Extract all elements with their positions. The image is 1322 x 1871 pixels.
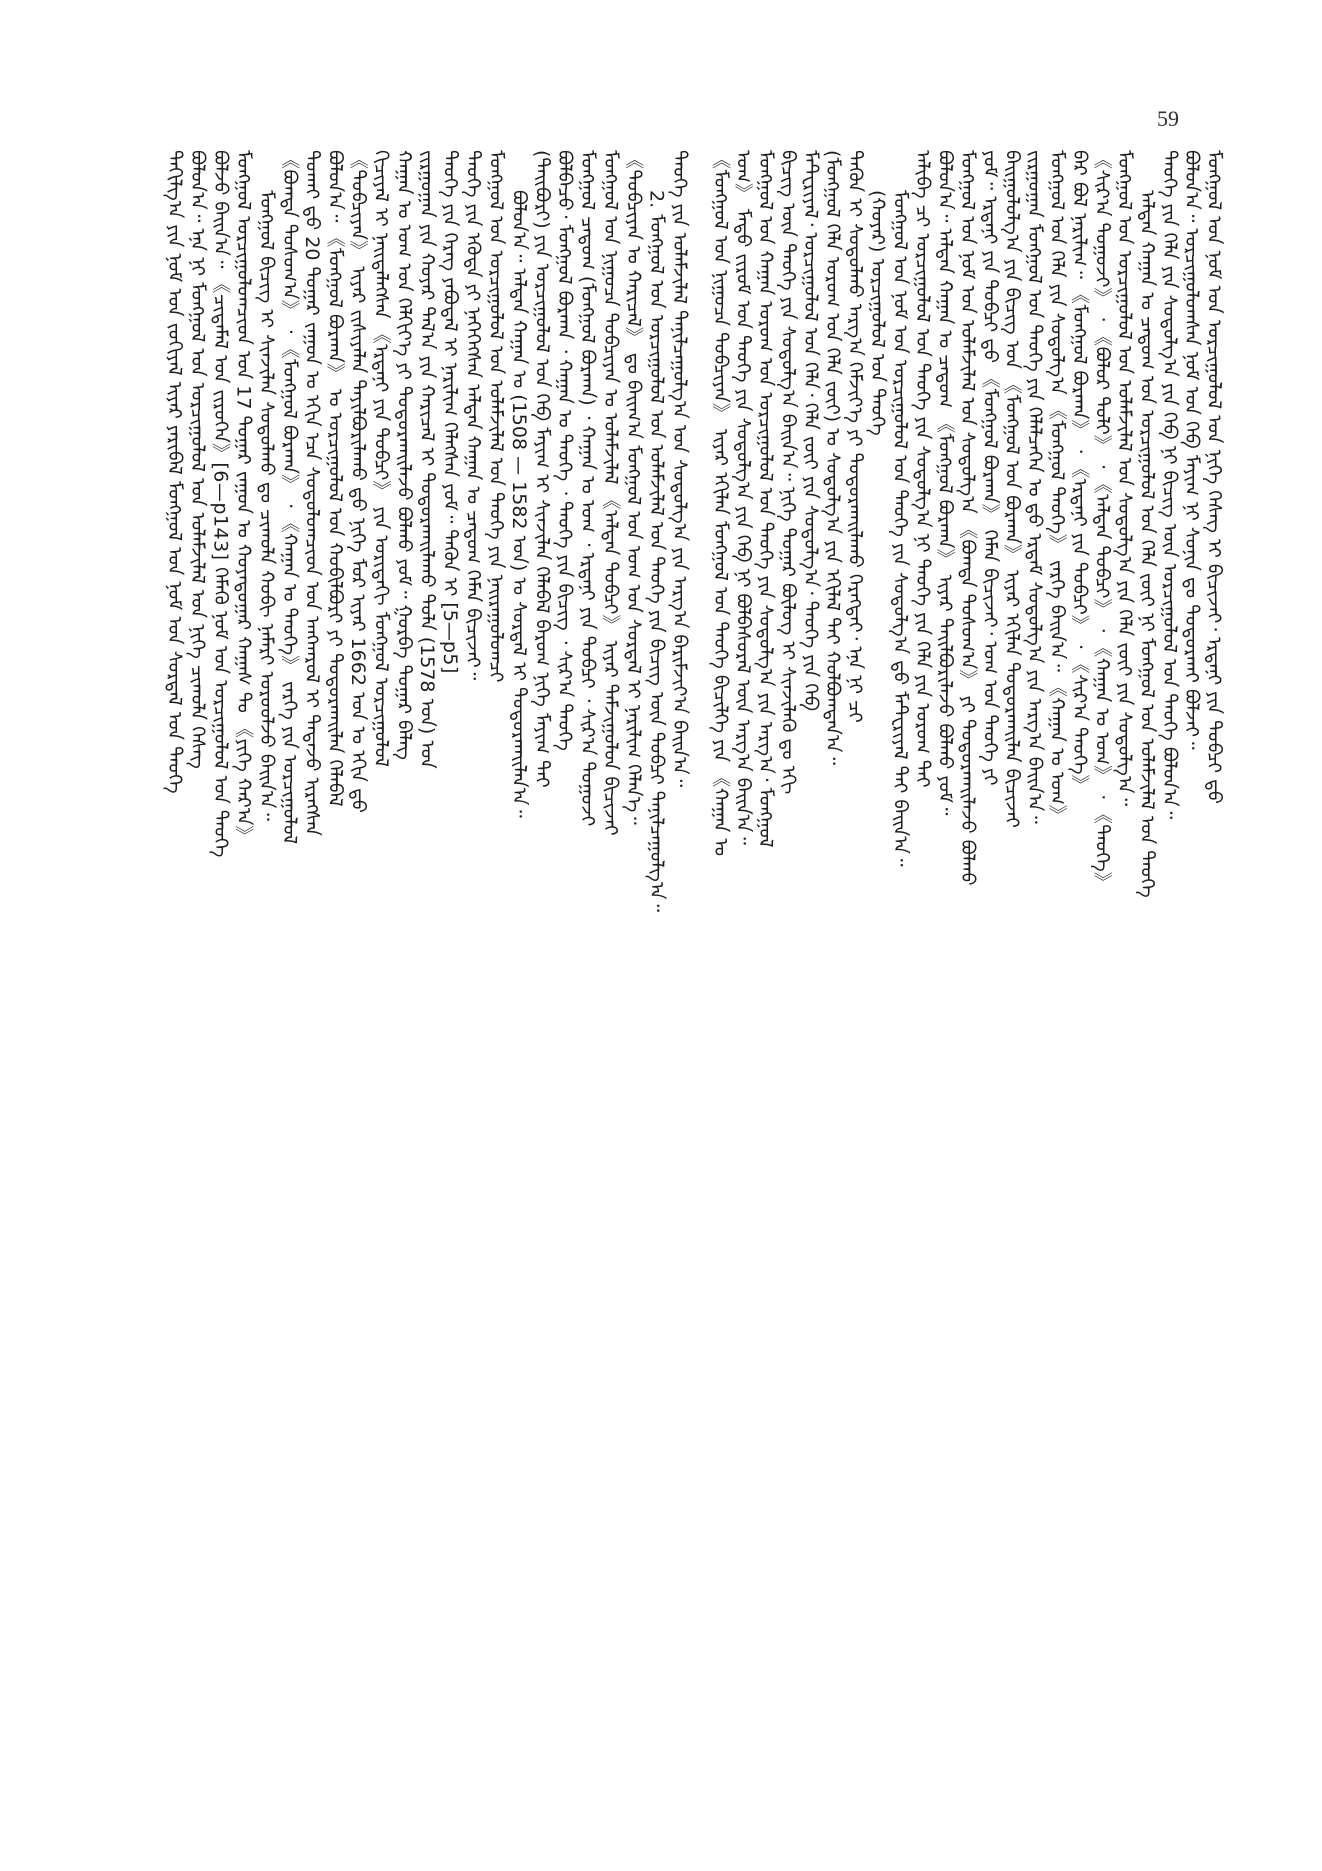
text-line — [274, 150, 301, 1790]
text-line-content: 《ᠲᠣᠪᠴᠢᠶᠠᠨ》 ᠢᠶᠠᠷ ᠵᠢᠱᠢᠶᠡᠯᠡᠨ ᠲᠠᠶᠢᠯᠪᠤᠷᠢᠯᠠᠬᠤ ᠳ᠋ᠤ ᠨᠢᠭᠡ ᠮᠤᠷ ᠢᠶᠠᠷ 1662 ᠣᠨ ᠤ ᠡᠬᠢᠨ ᠳ᠋ᠤ — [347, 150, 370, 813]
text-line-content: (ᠬᠣᠶᠠᠷ) ᠣᠷᠴᠢᠭᠤᠯᠤᠯ ᠤᠨ ᠲᠡᠦᠬᠡ — [866, 190, 889, 436]
text-line — [182, 150, 209, 1790]
text-line-content: ᠪᠠᠢᠭᠤᠯᠤᠯᠭ᠎ᠠ ᠶᠢᠨ ᠪᠢᠴᠢᠭ᠌ ᠤᠨ 《ᠮᠣᠩᠭᠣᠯ ᠤᠨ ᠪᠣᠷᠬᠠᠨ》 ᠢᠶᠠᠷ ᠡᠬᠢᠯᠡᠨ ᠲᠣᠳᠤᠷᠬᠠᠢᠯᠠᠨ ᠪᠢᠴᠢᠵᠡᠢ — [1001, 150, 1024, 828]
text-line — [907, 150, 934, 1790]
text-line — [504, 150, 530, 1790]
text-line-content: (ᠮᠣᠩᠭᠣᠯ ᠬᠡᠯᠡ ᠤᠷᠤᠭ ᠤᠨ ᠬᠡᠯᠡ ᠵᠦᠢ) ᠤ ᠰᠤᠳᠤᠯᠭ᠎ᠠ ᠶᠢᠨ ᠡᠬᠢᠯᠡᠯ ᠲᠠᠢ ᠬᠣᠯᠪᠣᠭᠳᠠᠨ᠎ᠠ᠃ — [821, 150, 844, 765]
text-line — [885, 150, 911, 1790]
text-line — [1109, 150, 1136, 1790]
text-line — [1042, 150, 1069, 1790]
text-line-content: (ᠲᠠᠢᠪᠤᠷᠢ) ᠶᠢᠨ ᠣᠷᠴᠢᠭᠤᠯᠤᠯ ᠤᠨ ᠬᠡᠪ ᠮᠠᠶᠢᠭ ᠢ ᠰᠢᠨᠵᠢᠯᠡᠨ ᠬᠡᠯᠡᠪᠡᠯ ᠪᠠᠷᠤᠭ ᠨᠢᠭᠡ ᠮᠠᠶᠢᠭ ᠲᠠᠢ — [530, 150, 553, 788]
text-line-content: ᠮᠣᠩᠭᠣᠯ ᠤᠨ ᠣᠷᠴᠢᠭᠤᠯᠤᠯ ᠤᠨ ᠤᠯᠠᠮᠵᠢᠯᠠᠯ ᠤᠨ ᠰᠤᠳᠤᠯᠭ᠎ᠠ ᠶᠢᠨ ᠬᠡᠯᠡ ᠵᠦᠢ ᠶᠢᠨ ᠰᠤᠳᠤᠯᠭ᠎ᠠ᠃ — [1113, 150, 1136, 806]
text-line — [952, 150, 979, 1790]
text-line-content: ᠮᠣᠩᠭᠣᠯ ᠴᠠᠳᠤᠭ (ᠮᠣᠩᠭᠣᠯ ᠪᠣᠷᠬᠠᠨ) ᠂ ᠬᠠᠭᠠᠨ ᠤ ᠤᠭ ᠂ ᠡᠷᠳᠡᠨᠢ ᠶᠢᠨ ᠲᠣᠪᠴᠢ ᠂ ᠰᠢᠷ᠎ᠠ ᠲᠣᠭᠤᠵᠢ — [576, 150, 599, 827]
text-line-content: ᠪᠣᠯᠤᠨ᠎ᠠ᠃ ᠠᠯᠲᠠᠨ ᠬᠠᠭᠠᠨ ᠤ (1508 — 1582 ᠣᠨ) ᠤ ᠰᠤᠷᠲᠠᠯ ᠢ ᠲᠣᠳᠤᠷᠬᠠᠢᠯᠠᠨ᠎ᠠ᠃ — [507, 190, 530, 818]
text-line-content: ᠠᠯᠲᠠᠨ ᠬᠠᠭᠠᠨ ᠤ ᠴᠠᠳᠤᠭ ᠤᠨ ᠣᠷᠴᠢᠭᠤᠯᠤᠯ ᠤᠨ ᠬᠡᠯᠡ ᠵᠦᠢ ᠨᠢ ᠮᠣᠩᠭᠣᠯ ᠤᠨ ᠤᠯᠠᠮᠵᠢᠯᠠᠯ ᠤᠨ ᠲᠡᠦᠬᠡ — [1135, 190, 1158, 898]
text-block-right — [700, 150, 1226, 1790]
text-line — [619, 150, 645, 1790]
text-line — [412, 150, 438, 1790]
text-line — [818, 150, 844, 1790]
text-line-content: ᠮᠣᠩᠭᠣᠯ ᠤᠨ ᠨᠣᠮ ᠤᠨ ᠣᠷᠴᠢᠭᠤᠯᠤᠯ ᠤᠨ ᠲᠡᠦᠬᠡ ᠶᠢᠨ ᠰᠤᠳᠤᠯᠭ᠎ᠠ ᠳ᠋ᠤ ᠮᠠᠲᠧᠷᠢᠶᠠᠯ ᠲᠠᠢ ᠪᠠᠢᠨ᠎ᠠ᠃ — [889, 190, 911, 867]
text-line-content: 《ᠰᠢᠷ᠎ᠠ ᠲᠣᠭᠤᠵᠢ》 ᠂ 《ᠪᠣᠯᠣᠷ ᠲᠣᠯᠢ》 ᠂ 《ᠠᠯᠲᠠᠨ ᠲᠣᠪᠴᠢ》 ᠂ 《ᠬᠠᠭᠠᠨ ᠤ ᠤᠭ》 ᠂ 《ᠲᠡᠦᠬᠡ》 — [1090, 150, 1113, 892]
text-line — [366, 150, 393, 1790]
text-line — [706, 150, 732, 1790]
text-line-content: ᠮᠠᠲᠧᠷᠢᠶᠠᠯ᠂ ᠣᠷᠴᠢᠭᠤᠯᠤᠯ ᠤᠨ ᠬᠡᠯᠡ᠂ ᠬᠡᠯᠡ ᠵᠦᠢ ᠶᠢᠨ ᠰᠤᠳᠤᠯᠭ᠎ᠠ᠂ ᠲᠡᠦᠬᠡ ᠶᠢᠨ ᠬᠡᠪ — [799, 150, 822, 712]
text-line — [320, 150, 347, 1790]
text-line-content: ᠲᠤᠬᠠᠢ ᠳ᠋ᠤ 20 ᠳᠤᠭᠠᠷ ᠵᠠᠭᠤᠨ ᠤ ᠡᠬᠢᠨ ᠡᠴᠡ ᠰᠤᠳᠤᠯᠤᠭᠴᠢᠳ ᠤᠨ ᠠᠩᠬᠠᠷᠤᠯ ᠢ ᠲᠠᠲᠠᠵᠤ ᠢᠷᠡᠭᠰᠡᠨ — [301, 150, 324, 836]
text-line — [975, 150, 1001, 1790]
text-line-content: ᠶᠤᠮ᠃ ᠡᠷᠳᠡᠨᠢ ᠶᠢᠨ ᠲᠣᠪᠴᠢ ᠳ᠋ᠤ 《ᠮᠣᠩᠭᠣᠯ ᠪᠣᠷᠬᠠᠨ》 ᠬᠡᠮᠡᠨ ᠪᠢᠴᠢᠵᠡᠢ᠂ ᠤᠭ ᠤᠨ ᠲᠡᠦᠬᠡ ᠶᠢ — [978, 150, 1001, 786]
text-line-content: ᠬᠢᠴᠢᠶᠡᠯ ᠢ ᠨᠡᠢᠲᠡᠯᠡᠭᠰᠡᠨ 《ᠡᠷᠳᠡᠨᠢ ᠶᠢᠨ ᠲᠣᠪᠴᠢ》 ᠶᠢᠨ ᠤᠷᠢᠳᠠᠬᠢ ᠮᠣᠩᠭᠣᠯ ᠣᠷᠴᠢᠭᠤᠯᠤᠯ — [370, 150, 393, 768]
text-line — [297, 150, 324, 1790]
text-line — [389, 150, 416, 1790]
text-line — [664, 150, 691, 1790]
text-line-content: ᠮᠣᠩᠭᠣᠯ ᠤᠨ ᠨᠢᠭᠤᠴᠠ ᠲᠣᠪᠴᠢᠶᠠᠨ ᠤ ᠤᠯᠠᠮᠵᠢᠯᠠᠯ 《ᠠᠯᠲᠠᠨ ᠲᠣᠪᠴᠢ》 ᠢᠶᠠᠷ ᠳᠠᠮᠵᠢᠭᠤᠯᠤᠨ ᠪᠢᠴᠢᠵᠡᠢ — [599, 150, 622, 836]
text-line-content: ᠮᠣᠩᠭᠣᠯ ᠤᠨ ᠬᠠᠭᠠᠨ ᠤᠷᠤᠭ ᠤᠨ ᠣᠷᠴᠢᠭᠤᠯᠤᠯ ᠤᠨ ᠲᠡᠦᠬᠡ ᠶᠢᠨ ᠰᠤᠳᠤᠯᠭ᠎ᠠ ᠶᠢᠨ ᠠᠷᠭ᠎ᠠ᠂ ᠮᠣᠩᠭᠣᠯ — [754, 150, 777, 848]
text-line — [1065, 150, 1091, 1790]
text-line — [160, 150, 186, 1790]
text-line — [728, 150, 754, 1790]
text-line-content: ᠲᠡᠦᠬᠡ ᠶᠢᠨ ᠬᠡᠷᠡᠭ ᠶᠠᠪᠤᠳᠠᠯ ᠢ ᠨᠠᠷᠢᠯᠢᠭ ᠬᠡᠯᠡᠭᠰᠡᠨ ᠶᠤᠮ᠃ ᠲᠡᠭᠦᠨ ᠢ [5—p5] — [438, 150, 461, 674]
text-line — [228, 150, 255, 1790]
text-line-content: ᠵᠢᠷᠭᠤᠭᠠᠨ ᠶᠢᠨ ᠬᠣᠶᠠᠷ ᠲᠠᠯ᠎ᠠ ᠶᠢᠨ ᠬᠠᠷᠢᠴᠠᠯ ᠢ ᠲᠣᠳᠤᠷᠬᠠᠢᠯᠠᠬᠤ ᠲᠤᠯᠠ (1578 ᠣᠨ) ᠤᠨ — [415, 150, 438, 769]
text-line-content: ᠵᠢᠷᠭᠤᠭᠠᠨ ᠮᠣᠩᠭᠣᠯ ᠤᠨ ᠲᠡᠦᠬᠡ ᠶᠢᠨ ᠬᠡᠯᠡᠯᠴᠡᠭᠡᠨ ᠤ ᠳ᠋ᠤ ᠡᠷᠳᠡᠮ ᠰᠤᠳᠤᠯᠭ᠎ᠠ ᠶᠢᠨ ᠠᠷᠭ᠎ᠠ ᠪᠠᠢᠨ᠎ᠠ᠃ — [1023, 150, 1046, 824]
text-line — [1020, 150, 1046, 1790]
text-line — [642, 150, 668, 1790]
text-line-content: ᠪᠢᠴᠢᠭ᠌ ᠦᠨ ᠲᠡᠦᠬᠡ ᠶᠢᠨ ᠰᠤᠳᠤᠯᠭ᠎ᠠ ᠪᠠᠢᠨ᠎ᠠ᠃ ᠨᠢᠭᠡ ᠳᠤᠭᠠᠷ ᠪᠦᠯᠦᠭ ᠢ ᠰᠢᠨᠵᠢᠯᠡᠬᠦ ᠳᠤ ᠡᠬᠢ — [776, 150, 799, 795]
text-line-content: ᠪᠣᠯᠪᠠᠴᠤ᠂ ᠮᠣᠩᠭᠣᠯ ᠪᠣᠷᠬᠠᠨ ᠂ ᠬᠠᠭᠠᠨ ᠤ ᠲᠡᠦᠬᠡ ᠂ ᠲᠡᠦᠬᠡ ᠶᠢᠨ ᠪᠢᠴᠢᠭ᠌ ᠂ ᠰᠢᠷ᠎ᠠ ᠲᠡᠦᠬᠡ — [553, 150, 576, 751]
text-line — [1154, 150, 1181, 1790]
text-line-content: ᠮᠣᠩᠭᠣᠯ ᠤᠨ ᠣᠷᠴᠢᠭᠤᠯᠤᠯ ᠤᠨ ᠤᠯᠠᠮᠵᠢᠯᠠᠯ ᠤᠨ ᠲᠡᠦᠬᠡ ᠶᠢᠨ ᠨᠠᠢᠷᠠᠭᠤᠯᠤᠭᠴᠢ — [484, 150, 507, 683]
text-line-content: ᠠᠯᠢᠪᠠ ᠴᠢ ᠣᠷᠴᠢᠭᠤᠯᠤᠯ ᠤᠨ ᠲᠡᠦᠬᠡ ᠶᠢᠨ ᠰᠤᠳᠤᠯᠭ᠎ᠠ ᠨᠢ ᠲᠡᠦᠬᠡ ᠶᠢᠨ ᠬᠡᠯᠡ ᠶᠢᠨ ᠤᠷᠤᠭ ᠲᠠᠢ — [911, 150, 934, 788]
text-line-content: ᠮᠣᠩᠭᠣᠯ ᠤᠨ ᠬᠡᠯᠡ ᠶᠢᠨ ᠰᠤᠳᠤᠯᠭ᠎ᠠ 《ᠮᠣᠩᠭᠣᠯ ᠲᠡᠦᠬᠡ》 ᠵᠡᠷᠭᠡ ᠪᠠᠢᠨ᠎ᠠ᠃ 《ᠬᠠᠭᠠᠨ ᠤ ᠤᠭ》 — [1046, 150, 1069, 825]
text-line-content: ᠲᠠᠬᠢᠯᠭ᠎ᠠ ᠶᠢᠨ ᠨᠣᠮ ᠤᠨ ᠵᠣᠬᠢᠶᠠᠯ ᠢᠶᠠᠷ ᠶᠠᠷᠢᠪᠠᠯ ᠮᠣᠩᠭᠣᠯ ᠤᠨ ᠨᠣᠮ ᠤᠨ ᠰᠤᠷᠲᠠᠯ ᠤᠨ ᠲᠡᠦᠬᠡ — [163, 150, 186, 794]
text-line — [997, 150, 1024, 1790]
text-line — [205, 150, 232, 1790]
text-line — [251, 150, 278, 1790]
text-line — [458, 150, 484, 1790]
text-line-content: ᠲᠡᠦᠬᠡ ᠶᠢᠨ ᠡᠭᠦᠳᠡ ᠶᠢ ᠨᠡᠭᠡᠭᠡᠭᠰᠡᠨ ᠠᠯᠲᠠᠨ ᠬᠠᠭᠠᠨ ᠤ ᠴᠠᠳᠤᠭ ᠬᠡᠮᠡᠨ ᠪᠢᠴᠢᠵᠡᠢ᠃ — [461, 150, 484, 681]
page-number: 59 — [1157, 106, 1179, 131]
text-line-content: 《ᠲᠣᠪᠴᠢᠶᠠᠨ ᠤ ᠬᠠᠷᠢᠴᠠᠯ》 ᠳᠤ ᠪᠠᠢᠭ᠎ᠠ ᠮᠣᠩᠭᠣᠯ ᠤᠨ ᠤᠭ ᠤᠨ ᠰᠤᠷᠲᠠᠯ ᠢ ᠨᠠᠷᠢᠯᠢᠭ ᠬᠡᠯᠡᠨ᠎ᠡ᠃ — [622, 150, 645, 825]
text-line-content: ᠪᠣᠯᠤᠨ᠎ᠠ᠃ ᠡᠨᠡ ᠨᠢ ᠮᠣᠩᠭᠣᠯ ᠤᠨ ᠣᠷᠴᠢᠭᠤᠯᠤᠯ ᠤᠨ ᠤᠯᠠᠮᠵᠢᠯᠠᠯ ᠤᠨ ᠨᠢᠭᠡ ᠴᠢᠬᠤᠯᠠ ᠬᠡᠰᠡᠭ — [186, 150, 209, 769]
text-line — [596, 150, 622, 1790]
text-line-content: ᠲᠡᠭᠦᠨ ᠢ ᠰᠤᠳᠤᠯᠬᠤ ᠠᠷᠭ᠎ᠠ ᠬᠡᠮᠵᠢᠶ᠎ᠡ ᠶᠢ ᠲᠣᠳᠤᠷᠬᠠᠢᠯᠠᠬᠤ ᠬᠡᠷᠡᠭᠲᠡᠢ᠂ ᠡᠨᠡ ᠨᠢ ᠴᠢ — [844, 150, 867, 723]
text-line-content: ᠮᠣᠩᠭᠣᠯ ᠤᠨ ᠨᠣᠮ ᠤᠨ ᠤᠯᠠᠮᠵᠢᠯᠠᠯ ᠤᠨ ᠰᠤᠳᠤᠯᠭ᠎ᠠ 《ᠪᠣᠭᠳᠠ ᠲᠣᠰᠣᠭ᠎ᠠ》 ᠶᠢ ᠲᠣᠳᠤᠷᠬᠠᠢᠯᠠᠵᠤ ᠪᠣᠯᠬᠤ — [956, 150, 979, 886]
text-line — [1132, 150, 1158, 1790]
text-line — [930, 150, 956, 1790]
text-line — [550, 150, 576, 1790]
text-line-content: ᠪᠣᠯᠤᠨ᠎ᠠ᠃ 《ᠮᠣᠩᠭᠣᠯ ᠪᠣᠷᠬᠠᠨ》 ᠤ ᠣᠷᠴᠢᠭᠤᠯᠤᠯ ᠤᠨ ᠬᠤᠪᠢᠯᠪᠤᠷᠢ ᠶᠢ ᠲᠣᠳᠤᠷᠬᠠᠢᠯᠠᠨ ᠬᠡᠯᠡᠪᠡᠯ — [324, 150, 347, 807]
text-line-content: ᠲᠡᠦᠬᠡ ᠶᠢᠨ ᠤᠯᠠᠮᠵᠢᠯᠠᠯ ᠲᠠᠨᠢᠯᠴᠠᠭᠤᠯᠭ᠎ᠠ ᠤᠨ ᠰᠤᠳᠤᠯᠭ᠎ᠠ ᠶᠢᠨ ᠠᠷᠭ᠎ᠠ ᠪᠠᠷᠢᠮᠵᠢᠶ᠎ᠠ ᠪᠠᠢᠨ᠎ᠠ᠃ — [668, 150, 691, 788]
text-block-left — [154, 150, 691, 1790]
text-line — [343, 150, 370, 1790]
text-line-content: ᠮᠣᠩᠭᠣᠯ ᠪᠢᠴᠢᠭ᠌ ᠢ ᠰᠢᠨᠵᠢᠯᠡᠨ ᠰᠤᠳᠤᠯᠬᠤ ᠳᠤ ᠴᠢᠬᠤᠯᠠ ᠬᠤᠪᠢ ᠨᠡᠮᠡᠷᠢ ᠣᠷᠤᠤᠯᠵᠤ ᠪᠠᠢᠨ᠎ᠠ᠃ — [255, 190, 278, 821]
text-line — [573, 150, 599, 1790]
text-line-content: ᠪᠡᠷ ᠪᠣᠯ ᠨᠠᠷᠢᠯᠢᠭ᠃ 《ᠮᠣᠩᠭᠣᠯ ᠪᠣᠷᠬᠠᠨ》 ᠂ 《ᠡᠷᠳᠡᠨᠢ ᠶᠢᠨ ᠲᠣᠪᠴᠢ》 ᠂ 《ᠰᠢᠷ᠎ᠠ ᠲᠡᠦᠬᠡ》 — [1068, 150, 1091, 795]
text-line — [795, 150, 822, 1790]
text-line-content: ᠲᠡᠦᠬᠡ ᠶᠢᠨ ᠬᠡᠯᠡ ᠶᠢᠨ ᠰᠤᠳᠤᠯᠭ᠎ᠠ ᠶᠢᠨ ᠬᠡᠪ ᠨᠢ ᠪᠢᠴᠢᠭ᠌ ᠦᠨ ᠣᠷᠴᠢᠭᠤᠯᠤᠯ ᠤᠨ ᠲᠡᠦᠬᠡ ᠪᠣᠯᠤᠨ᠎ᠠ᠃ — [1158, 150, 1181, 820]
text-line-content: 《ᠪᠣᠭᠳᠠ ᠲᠣᠰᠣᠭ᠎ᠠ》 ᠂ 《ᠮᠣᠩᠭᠣᠯ ᠪᠣᠷᠬᠠᠨ》 ᠂ 《ᠬᠠᠭᠠᠨ ᠤ ᠲᠡᠦᠬᠡ》 ᠵᠡᠷᠭᠡ ᠶᠢᠨ ᠣᠷᠴᠢᠭᠤᠯᠤᠯ — [278, 150, 301, 845]
text-line — [1177, 150, 1203, 1790]
text-line — [863, 150, 889, 1790]
text-line-content: ᠮᠣᠩᠭᠣᠯ ᠤᠨ ᠨᠣᠮ ᠤᠨ ᠣᠷᠴᠢᠭᠤᠯᠤᠯ ᠤᠨ ᠨᠢᠭᠡ ᠬᠡᠰᠡᠭ ᠢ ᠪᠢᠴᠢᠵᠡᠢ᠂ ᠡᠷᠳᠡᠨᠢ ᠶᠢᠨ ᠲᠣᠪᠴᠢ ᠳ᠋ᠤ — [1203, 150, 1226, 804]
text-line-content: 2. ᠮᠣᠩᠭᠣᠯ ᠤᠨ ᠣᠷᠴᠢᠭᠤᠯᠤᠯ ᠤᠨ ᠤᠯᠠᠮᠵᠢᠯᠠᠯ ᠤᠨ ᠲᠡᠦᠬᠡ ᠶᠢᠨ ᠪᠢᠴᠢᠭ᠌ ᠦᠨ ᠲᠣᠪᠴᠢ ᠲᠠᠨᠢᠯᠴᠠᠭᠤᠯᠭ᠎ᠠ᠃ — [645, 190, 668, 912]
text-line — [481, 150, 507, 1790]
text-line — [435, 150, 461, 1790]
text-line — [527, 150, 553, 1790]
text-line-content: ᠬᠠᠭᠠᠨ ᠤ ᠤᠭ ᠤᠨ ᠬᠡᠯᠬᠢᠶ᠎ᠡ ᠶᠢ ᠲᠣᠳᠤᠷᠬᠠᠢᠯᠠᠵᠤ ᠪᠣᠯᠬᠤ ᠶᠤᠮ᠃ ᠭᠤᠷᠪᠠ ᠳᠤᠭᠠᠷ ᠪᠡᠯᠡᠭ — [393, 150, 416, 760]
text-line — [1199, 150, 1226, 1790]
text-line — [773, 150, 799, 1790]
text-line — [750, 150, 777, 1790]
text-line-content: ᠪᠣᠯᠵᠤ ᠪᠠᠢᠨ᠎ᠠ᠃ 《ᠴᠢᠳᠠᠮᠠᠯ ᠤᠨ ᠵᠢᠷᠦᠬᠡᠨ》[6—p143] ᠬᠡᠮᠡᠬᠦ ᠨᠣᠮ ᠤᠨ ᠣᠷᠴᠢᠭᠤᠯᠤᠯ ᠤᠨ ᠲᠡᠦᠬᠡ — [209, 150, 232, 858]
text-line — [1087, 150, 1113, 1790]
text-line — [840, 150, 867, 1790]
text-line-content: 《ᠮᠣᠩᠭᠣᠯ ᠤᠨ ᠨᠢᠭᠤᠴᠠ ᠲᠣᠪᠴᠢᠶᠠᠨ》 ᠢᠶᠠᠷ ᠡᠬᠢᠯᠡᠨ ᠮᠣᠩᠭᠣᠯ ᠤᠨ ᠲᠡᠦᠬᠡ ᠪᠢᠴᠢᠯᠭᠡ ᠶᠢᠨ 《ᠬᠠᠭᠠᠨ ᠤ — [709, 150, 732, 857]
text-line-content: ᠪᠣᠯᠤᠨ᠎ᠠ᠃ ᠠᠯᠲᠠᠨ ᠬᠠᠭᠠᠨ ᠤ ᠴᠠᠳᠤᠭ 《ᠮᠣᠩᠭᠣᠯ ᠪᠣᠷᠬᠠᠨ》 ᠢᠶᠠᠷ ᠲᠠᠢᠯᠪᠤᠷᠢᠯᠠᠵᠤ ᠪᠣᠯᠬᠤ ᠶᠤᠮ᠃ — [933, 150, 956, 816]
text-line-content: ᠤᠭ》 ᠮᠠᠲᠤ ᠵᠢᠷᠦᠮ ᠤᠨ ᠲᠡᠦᠬᠡ ᠶᠢᠨ ᠰᠤᠳᠤᠯᠭ᠎ᠠ ᠶᠢᠨ ᠬᠡᠪ ᠨᠢ ᠪᠣᠯᠪᠠᠰᠤᠷᠠᠯ ᠦᠨ ᠠᠷᠭ᠎ᠠ ᠪᠠᠢᠨ᠎ᠠ᠃ — [731, 150, 754, 845]
text-line-content: ᠮᠣᠩᠭᠣᠯ ᠣᠷᠴᠢᠭᠤᠯᠤᠭᠴᠢᠳ ᠤᠨ 17 ᠳᠤᠭᠠᠷ ᠵᠠᠭᠤᠨ ᠤ ᠬᠣᠶᠠᠳᠤᠭᠠᠷ ᠬᠠᠭᠠᠰ ᠲᠤ 《ᠶᠢᠭᠡ ᠬᠠᠷ᠎ᠠ》 — [232, 150, 255, 845]
text-line-content: ᠪᠣᠯᠤᠨ᠎ᠠ᠃ ᠣᠷᠴᠢᠭᠤᠯᠤᠭᠰᠠᠨ ᠨᠣᠮ ᠤᠨ ᠬᠡᠪ ᠮᠠᠶᠢᠭ ᠨᠢ ᠰᠣᠨᠢᠨ ᠳᠤ ᠲᠣᠳᠤᠷᠬᠠᠢ ᠪᠣᠯᠵᠠᠢ᠃ — [1180, 150, 1203, 750]
